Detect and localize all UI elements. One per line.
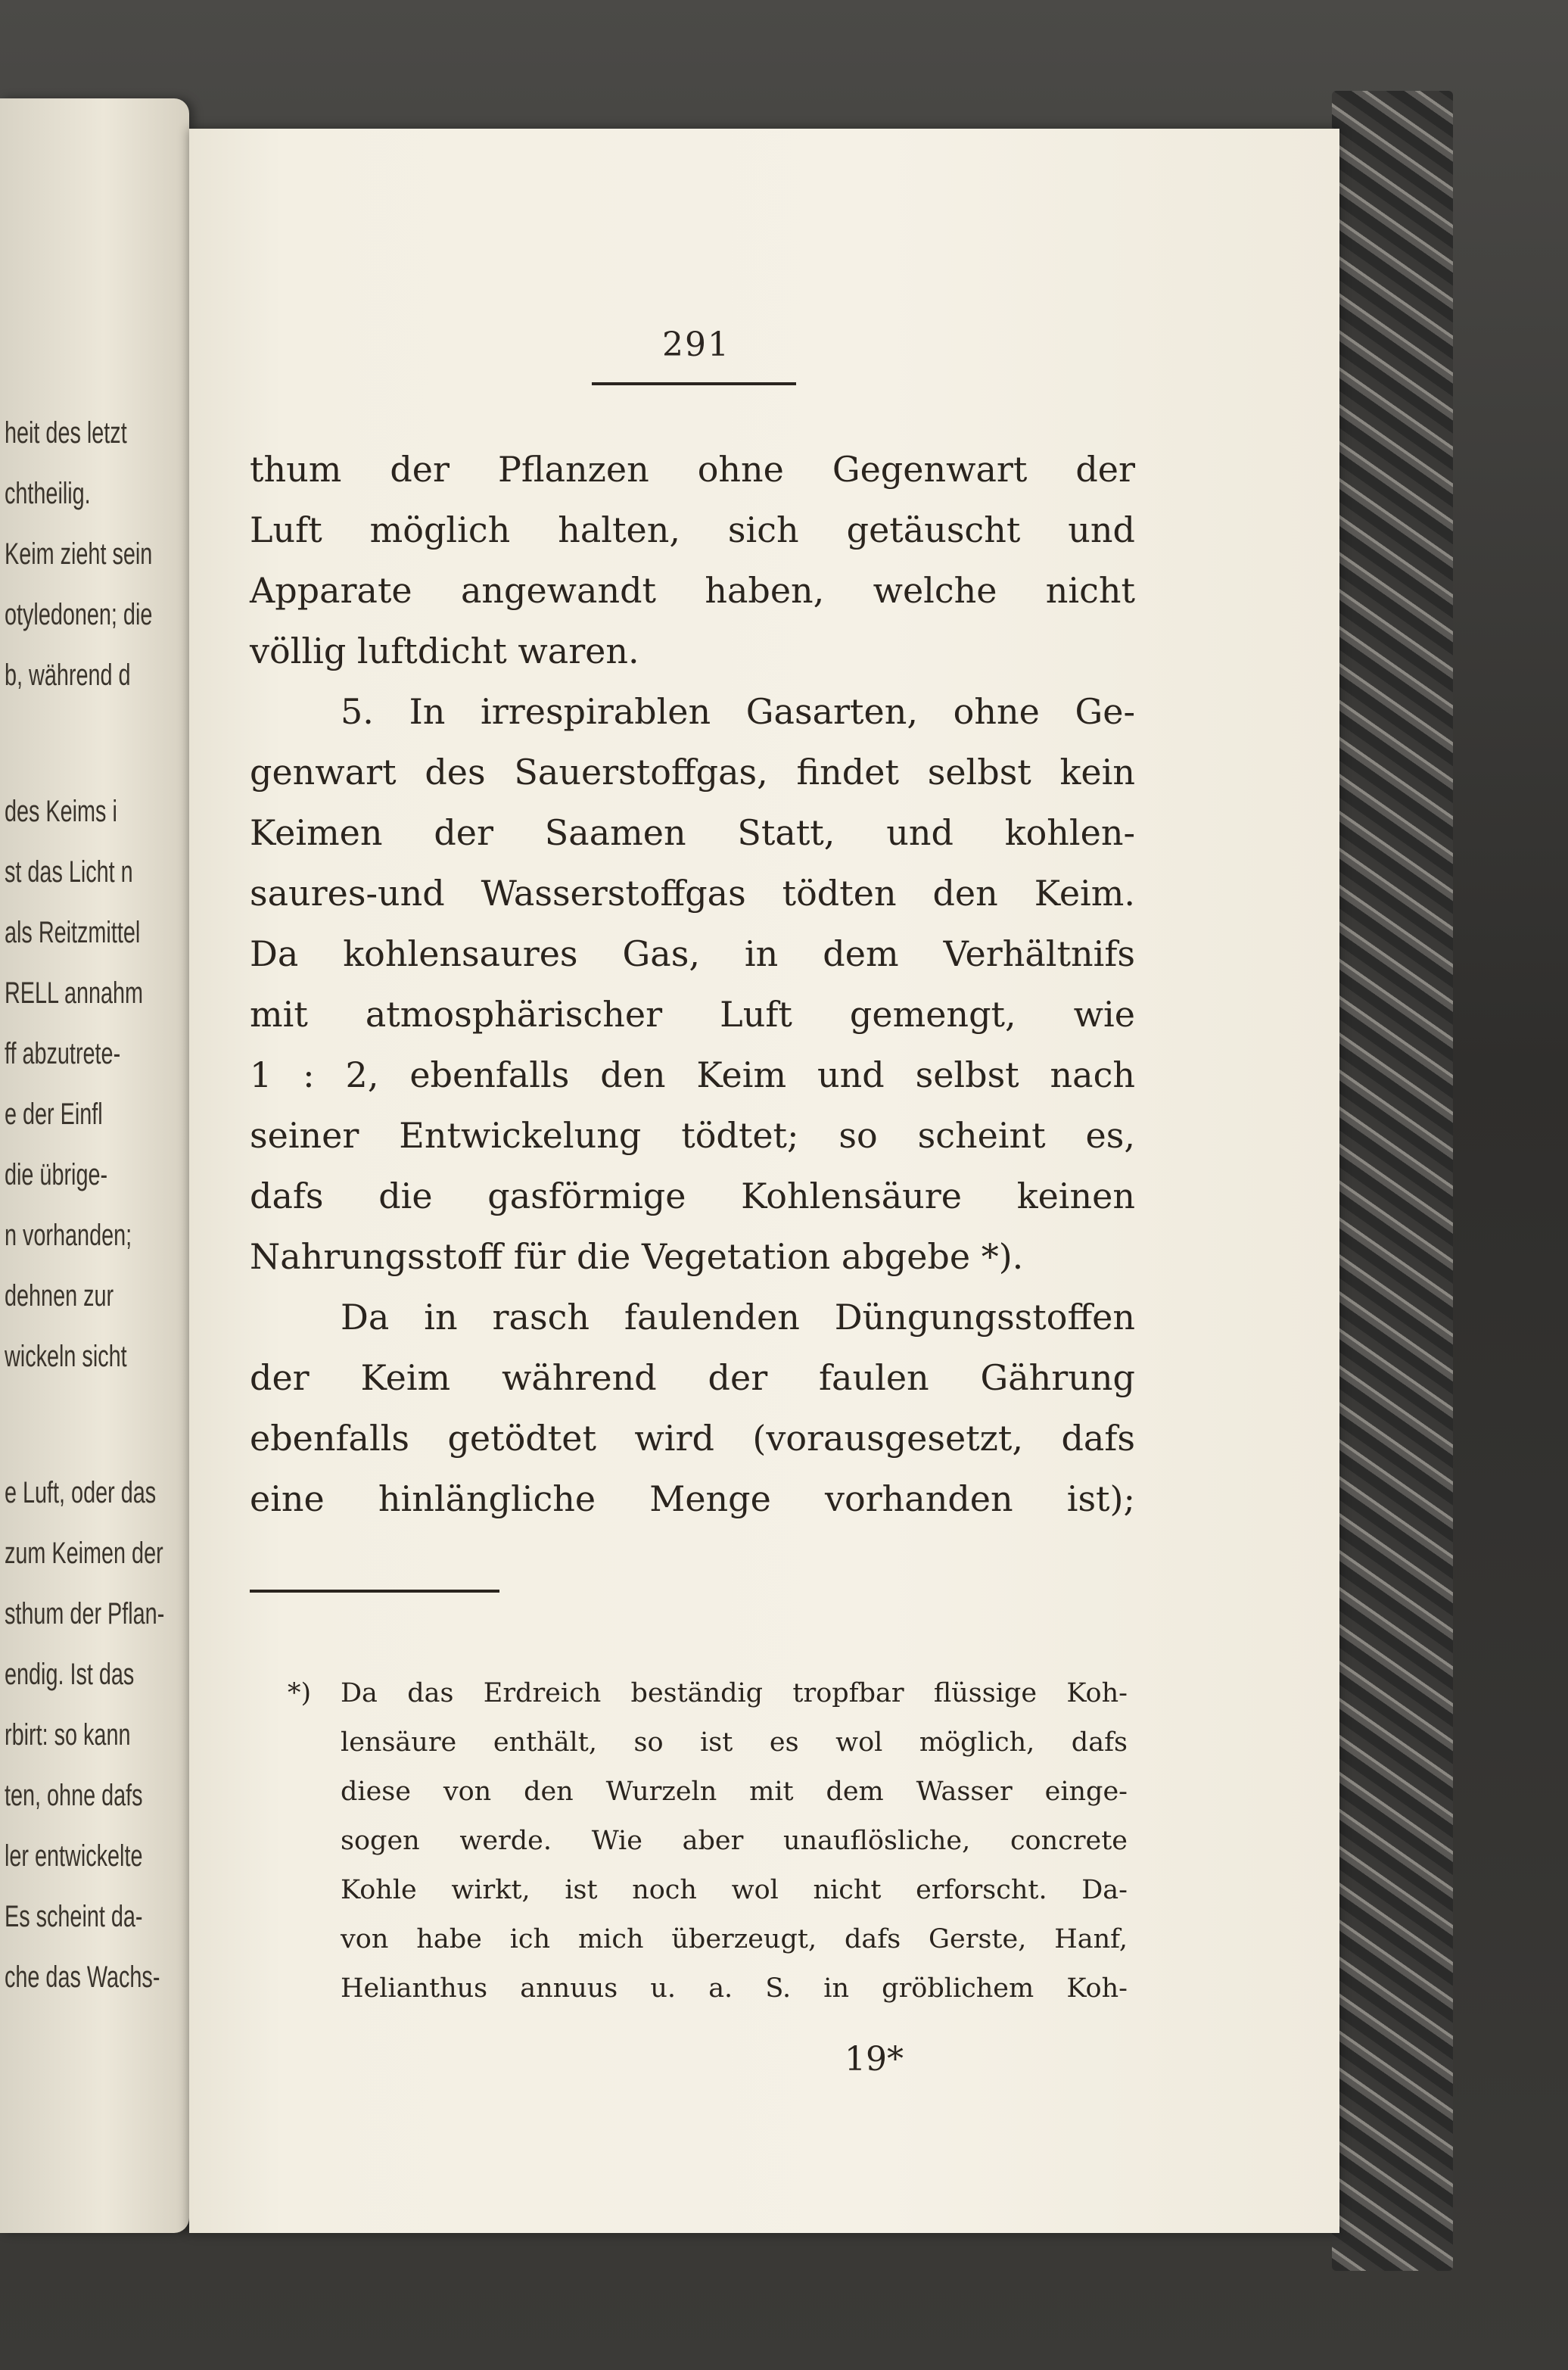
- body-line: Da in rasch faulenden Düngungsstoffen: [341, 1297, 1135, 1338]
- left-page-line: otyledonen; die: [5, 598, 153, 631]
- left-page-line: heit des letzt: [5, 416, 127, 450]
- left-page-line: chtheilig.: [5, 477, 91, 510]
- book-cover-edge: [1332, 91, 1453, 2271]
- footnote-line: [288, 1669, 1128, 1718]
- left-page-line: als Reitzmittel: [5, 916, 141, 949]
- footnote: [288, 1669, 1128, 2013]
- left-page-line: zum Keimen der: [5, 1537, 163, 1570]
- body-line: 5. In irrespirablen Gasarten, ohne Ge-: [341, 691, 1135, 732]
- footnote-marker: *): [288, 1678, 312, 1708]
- body-line: ebenfalls getödtet wird (vorausgesetzt, dafs: [250, 1418, 1135, 1459]
- left-page-line: e Luft, oder das: [5, 1476, 157, 1509]
- body-line: mit atmosphärischer Luft gemengt, wie: [250, 994, 1135, 1035]
- left-page-line: che das Wachs-: [5, 1960, 160, 1994]
- left-page-line: rbirt: so kann: [5, 1718, 131, 1752]
- left-page-line: n vorhanden;: [5, 1219, 132, 1252]
- footnote-rule: [250, 1590, 499, 1593]
- left-page-line: st das Licht n: [5, 855, 133, 889]
- body-line: Keimen der Saamen Statt, und kohlen-: [250, 812, 1135, 853]
- body-line: Nahrungsstoff für die Vegetation abgebe *).: [250, 1236, 1024, 1277]
- page-number-rule: [592, 382, 796, 385]
- footnote-line: von habe ich mich überzeugt, dafs Gerste, Hanf,: [341, 1924, 1128, 1954]
- page-number: 291: [662, 325, 730, 364]
- left-page-line: e der Einfl: [5, 1098, 103, 1131]
- left-page-line: die übrige-: [5, 1158, 108, 1191]
- footnote-line: sogen werde. Wie aber unauflösliche, concrete: [341, 1826, 1128, 1856]
- left-page-line: des Keims i: [5, 795, 117, 828]
- body-line: dafs die gasförmige Kohlensäure keinen: [250, 1176, 1135, 1216]
- left-page-line: ff abzutrete-: [5, 1037, 121, 1070]
- left-page-line: RELL annahm: [5, 976, 144, 1010]
- body-line: der Keim während der faulen Gährung: [250, 1357, 1135, 1398]
- body-line: thum der Pflanzen ohne Gegenwart der: [250, 449, 1135, 490]
- body-line: genwart des Sauerstoffgas, findet selbst kein: [250, 752, 1135, 793]
- footnote-line: Kohle wirkt, ist noch wol nicht erforscht. Da-: [341, 1875, 1128, 1905]
- left-page: [0, 98, 189, 2233]
- body-line: eine hinlängliche Menge vorhanden ist);: [250, 1478, 1135, 1519]
- left-page-line: sthum der Pflan-: [5, 1597, 165, 1630]
- body-line: seiner Entwickelung tödtet; so scheint es,: [250, 1115, 1135, 1156]
- footnote-line: Helianthus annuus u. a. S. in gröblichem Koh-: [341, 1973, 1128, 2004]
- left-page-line: Keim zieht sein: [5, 537, 153, 571]
- body-line: Apparate angewandt haben, welche nicht: [250, 570, 1135, 611]
- left-page-line: b, während d: [5, 659, 131, 692]
- body-line: 1 : 2, ebenfalls den Keim und selbst nach: [250, 1054, 1135, 1095]
- body-line: Da kohlensaures Gas, in dem Verhältnifs: [250, 933, 1135, 974]
- left-page-line: ler entwickelte: [5, 1839, 143, 1873]
- footnote-line-text: Da das Erdreich beständig tropfbar flüssige Koh-: [341, 1678, 1128, 1708]
- body-line: saures-und Wasserstoffgas tödten den Keim.: [250, 873, 1135, 914]
- footnote-line: lensäure enthält, so ist es wol möglich, dafs: [341, 1727, 1128, 1758]
- signature-mark: 19*: [845, 2040, 904, 2079]
- left-page-line: endig. Ist das: [5, 1658, 135, 1691]
- body-line: Luft möglich halten, sich getäuscht und: [250, 509, 1135, 550]
- footnote-line: diese von den Wurzeln mit dem Wasser einge-: [341, 1777, 1128, 1807]
- left-page-line: Es scheint da-: [5, 1900, 143, 1933]
- left-page-line: dehnen zur: [5, 1279, 114, 1313]
- left-page-line: wickeln sicht: [5, 1340, 127, 1373]
- left-page-line: ten, ohne dafs: [5, 1779, 143, 1812]
- body-line: völlig luftdicht waren.: [250, 631, 639, 671]
- body-text: [250, 439, 1135, 1529]
